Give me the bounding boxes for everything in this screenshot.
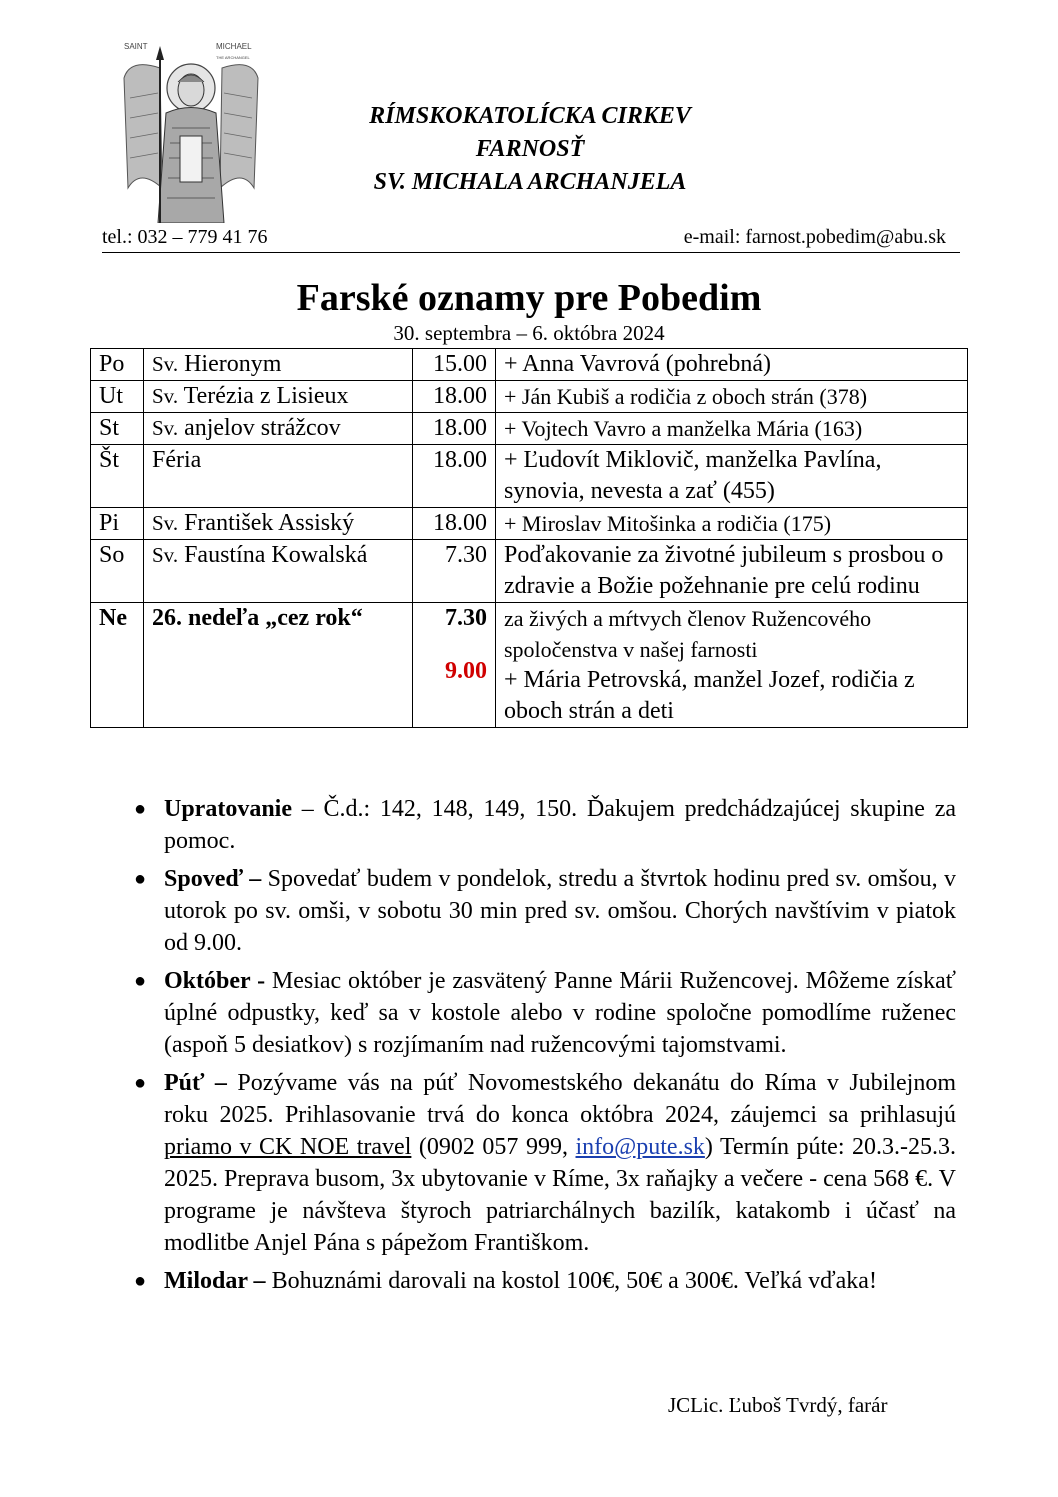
intention-cell: + Anna Vavrová (pohrebná) bbox=[496, 349, 968, 381]
time-cell bbox=[413, 603, 496, 728]
time-cell: 7.30 bbox=[413, 540, 496, 603]
note-text: (0902 057 999, bbox=[411, 1134, 576, 1160]
page-title: Farské oznamy pre Pobedim bbox=[296, 277, 762, 319]
sunday-intention-early: za živých a mŕtvych členov Ružencového spoločenstva v našej farnosti bbox=[504, 606, 872, 662]
note-text: Bohuznámi darovali na kostol 100€, 50€ a 300€. Veľká vďaka! bbox=[265, 1268, 877, 1294]
logo-sub-text: THE ARCHANGEL bbox=[216, 55, 250, 60]
list-item bbox=[130, 1067, 956, 1259]
table-row bbox=[91, 508, 968, 540]
sunday-time-late: 9.00 bbox=[445, 658, 487, 684]
list-item bbox=[130, 863, 956, 959]
travel-agency-text: priamo v CK NOE travel bbox=[164, 1134, 412, 1160]
email-address: e-mail: farnost.pobedim@abu.sk bbox=[683, 226, 946, 248]
note-text: Spovedať budem v pondelok, stredu a štvrtok hodinu pred sv. omšou, v utorok po sv. omši, v sobotu 30 min pred sv. omšou. Chorých navštívim v piatok od 9.00. bbox=[164, 866, 956, 956]
saint-name: Terézia z Lisieux bbox=[178, 383, 349, 409]
saint-cell bbox=[144, 508, 413, 540]
time-cell: 18.00 bbox=[413, 445, 496, 508]
date-range: 30. septembra – 6. októbra 2024 bbox=[393, 321, 665, 345]
note-text: Pozývame vás na púť Novomestského dekanátu do Ríma v Jubilejnom roku 2025. Prihlasovanie trvá do konca októbra 2024, záujemci sa prihlasujú bbox=[164, 1070, 956, 1128]
phone-number: tel.: 032 – 779 41 76 bbox=[102, 226, 268, 248]
logo-name-text: MICHAEL bbox=[216, 42, 252, 51]
time-cell: 15.00 bbox=[413, 349, 496, 381]
announcements-list bbox=[130, 793, 956, 1303]
day-cell: So bbox=[91, 540, 144, 603]
sv-prefix: Sv. bbox=[152, 352, 179, 376]
day-cell: Ne bbox=[91, 603, 144, 728]
bullet-icon: ● bbox=[134, 970, 147, 992]
intention-cell: + Miroslav Mitošinka a rodičia (175) bbox=[496, 508, 968, 540]
saint-michael-logo bbox=[120, 38, 262, 223]
saint-name: Féria bbox=[152, 447, 202, 473]
intention-cell: + Ľudovít Miklovič, manželka Pavlína, synovia, nevesta a zať (455) bbox=[496, 445, 968, 508]
table-row bbox=[91, 540, 968, 603]
list-item bbox=[130, 1265, 956, 1297]
time-cell: 18.00 bbox=[413, 381, 496, 413]
logo-top-text: SAINT bbox=[124, 42, 148, 51]
list-item bbox=[130, 793, 956, 857]
table-row-sunday bbox=[91, 603, 968, 728]
saint-cell: 26. nedeľa „cez rok“ bbox=[144, 603, 413, 728]
bullet-icon: ● bbox=[134, 798, 147, 820]
sunday-time-early: 7.30 bbox=[445, 605, 487, 631]
note-text: – Č.d.: 142, 148, 149, 150. Ďakujem predchádzajúcej skupine za pomoc. bbox=[164, 796, 956, 854]
note-text: ) Termín púte: 20.3.-25.3. 2025. Preprava busom, 3x ubytovanie v Ríme, 3x raňajky a večere - cena 568 €. V programe je návšteva štyroch patriarchálnych bazilík, katakomb i účasť na modlitbe Anjel Pána s pápežom Františkom. bbox=[164, 1134, 957, 1256]
table-row bbox=[91, 413, 968, 445]
header-line-church: RÍMSKOKATOLÍCKA CIRKEV bbox=[369, 103, 691, 129]
header-line-patron: SV. MICHALA ARCHANJELA bbox=[373, 169, 687, 195]
contact-bar bbox=[102, 226, 960, 253]
sv-prefix: Sv. bbox=[152, 416, 179, 440]
sunday-intention-late: + Mária Petrovská, manžel Jozef, rodičia z oboch strán a deti bbox=[504, 667, 915, 724]
intention-cell bbox=[496, 603, 968, 728]
note-heading: Spoveď – bbox=[164, 866, 262, 892]
note-heading: Púť – bbox=[164, 1070, 227, 1096]
bullet-icon: ● bbox=[134, 868, 147, 890]
saint-cell bbox=[144, 413, 413, 445]
bullet-icon: ● bbox=[134, 1072, 147, 1094]
sv-prefix: Sv. bbox=[152, 511, 179, 535]
header-line-parish: FARNOSŤ bbox=[475, 136, 585, 162]
table-row bbox=[91, 381, 968, 413]
day-cell: Pi bbox=[91, 508, 144, 540]
parish-header bbox=[330, 100, 730, 199]
list-item bbox=[130, 965, 956, 1061]
saint-name: Hieronym bbox=[178, 351, 282, 377]
note-heading: Upratovanie bbox=[164, 796, 292, 822]
sv-prefix: Sv. bbox=[152, 543, 179, 567]
time-cell: 18.00 bbox=[413, 413, 496, 445]
intention-cell: + Ján Kubiš a rodičia z oboch strán (378) bbox=[496, 381, 968, 413]
day-cell: Po bbox=[91, 349, 144, 381]
signature: JCLic. Ľuboš Tvrdý, farár bbox=[668, 1393, 888, 1417]
saint-cell bbox=[144, 540, 413, 603]
saint-name: anjelov strážcov bbox=[178, 415, 341, 441]
saint-name: František Assiský bbox=[178, 510, 355, 536]
day-cell: Št bbox=[91, 445, 144, 508]
bullet-icon: ● bbox=[134, 1270, 147, 1292]
table-row bbox=[91, 445, 968, 508]
saint-name: Faustína Kowalská bbox=[178, 542, 368, 568]
day-cell: St bbox=[91, 413, 144, 445]
intention-cell: Poďakovanie za životné jubileum s prosbou o zdravie a Božie požehnanie pre celú rodinu bbox=[496, 540, 968, 603]
saint-cell bbox=[144, 349, 413, 381]
table-row bbox=[91, 349, 968, 381]
note-text: Mesiac október je zasvätený Panne Márii Ružencovej. Môžeme získať úplné odpustky, keď sa v kostole alebo v rodine spoločne pomodlíme ruženec (aspoň 5 desiatkov) s rozjímaním nad ružencovými tajomstvami. bbox=[164, 968, 956, 1058]
note-heading: Október - bbox=[164, 968, 266, 994]
mass-schedule-table bbox=[90, 348, 968, 728]
day-cell: Ut bbox=[91, 381, 144, 413]
time-cell: 18.00 bbox=[413, 508, 496, 540]
saint-cell bbox=[144, 381, 413, 413]
email-link[interactable]: info@pute.sk bbox=[575, 1134, 705, 1160]
note-heading: Milodar – bbox=[164, 1268, 266, 1294]
saint-cell bbox=[144, 445, 413, 508]
intention-cell: + Vojtech Vavro a manželka Mária (163) bbox=[496, 413, 968, 445]
sv-prefix: Sv. bbox=[152, 384, 179, 408]
